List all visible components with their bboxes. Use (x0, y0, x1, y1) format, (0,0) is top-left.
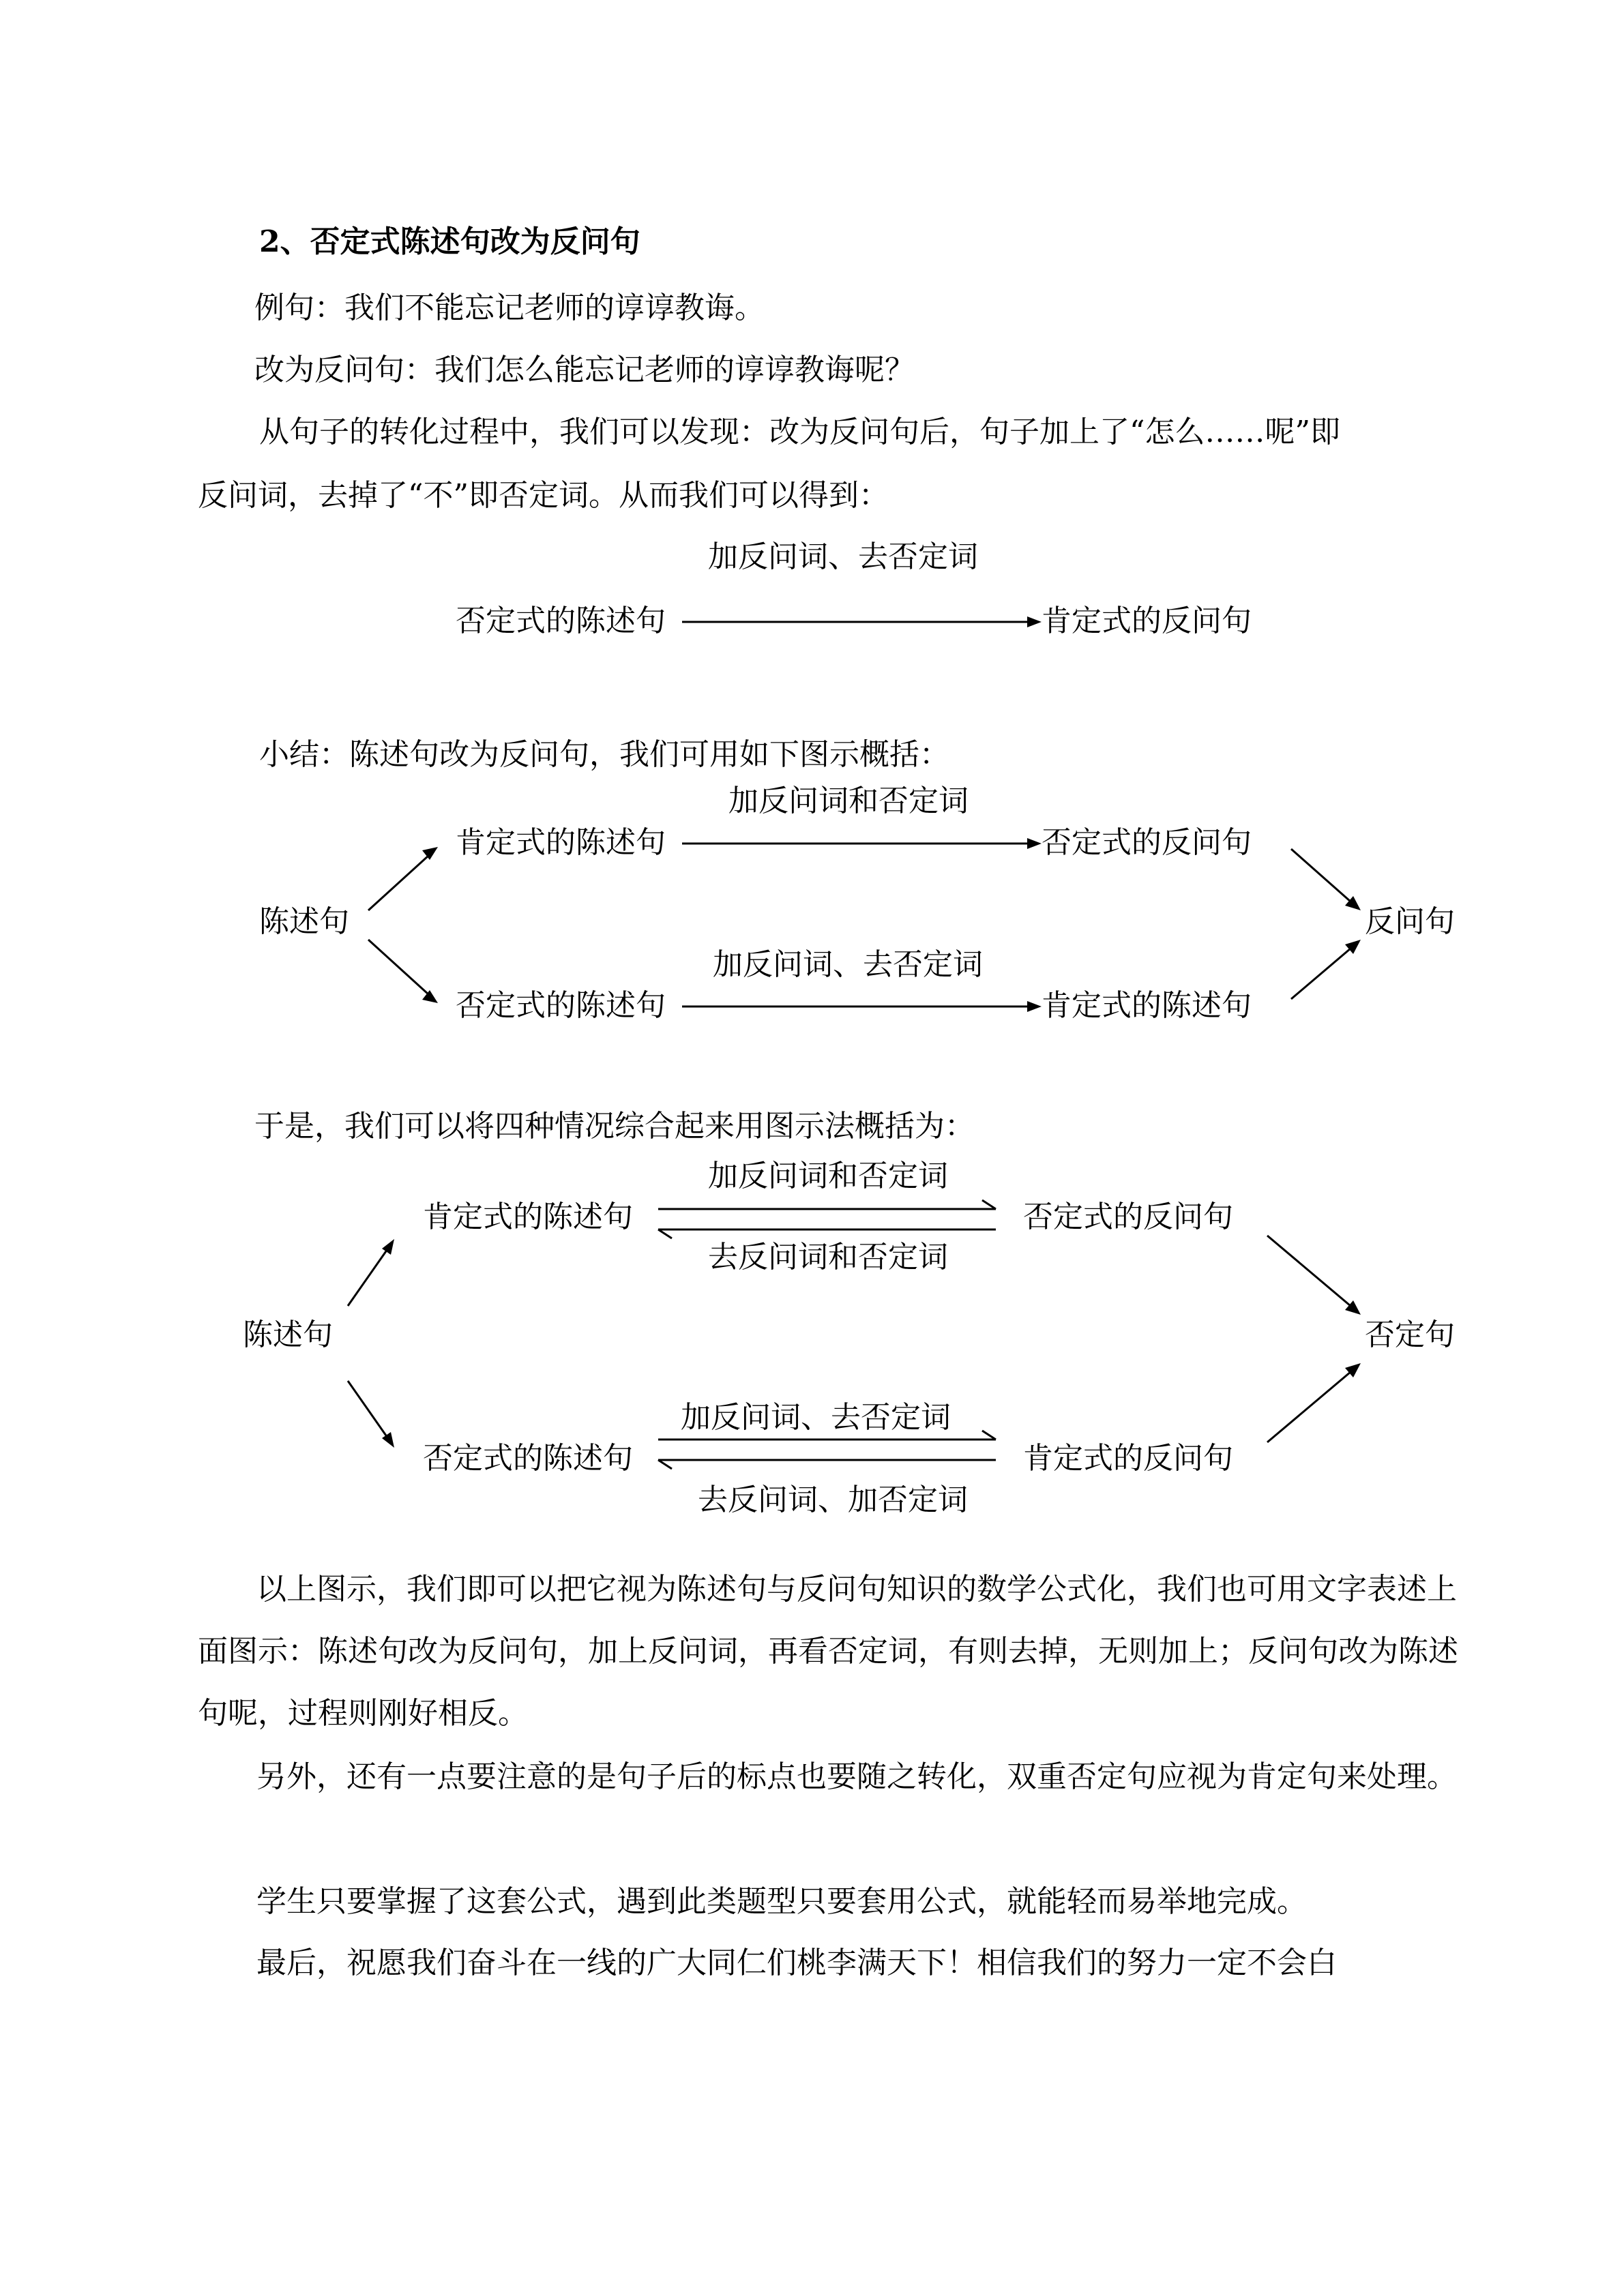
diagram2-bottom-label: 加反问词、去否定词 (713, 947, 983, 982)
example-sentence: 例句：我们不能忘记老师的谆谆教诲。 (254, 290, 765, 325)
diagram3-start: 陈述句 (243, 1317, 333, 1352)
section-title: 2、否定式陈述句改为反问句 (259, 224, 640, 259)
diagram1-arrow-label: 加反问词、去否定词 (708, 539, 978, 574)
diagram3-top-forward-label: 加反问词和否定词 (708, 1159, 948, 1193)
diagram3-end: 否定句 (1365, 1317, 1455, 1352)
diagram3-bottom-from: 否定式的陈述句 (423, 1441, 633, 1476)
diagram2-bottom-from: 否定式的陈述句 (456, 988, 666, 1023)
combined-intro: 于是，我们可以将四种情况综合起来用图示法概括为： (254, 1109, 975, 1144)
paragraph-punctuation: 另外，还有一点要注意的是句子后的标点也要随之转化，双重否定句应视为肯定句来处理。 (256, 1759, 1457, 1794)
summary-intro: 小结：陈述句改为反问句，我们可用如下图示概括： (259, 737, 949, 772)
diagram2-start: 陈述句 (259, 904, 349, 939)
diagram3-top-to: 否定式的反问句 (1023, 1199, 1233, 1234)
diagram3-bottom-backward-label: 去反问词、加否定词 (698, 1482, 968, 1517)
diagram2-end: 反问句 (1365, 904, 1455, 939)
paragraph-formula: 以上图示，我们即可以把它视为陈述句与反问句知识的数学公式化，我们也可用文字表述上面图示：陈述句改为反问句，加上反问词，再看否定词，有则去掉，无则加上；反问句改为陈述句呢，过程则刚好相反。 (198, 1572, 1458, 1731)
diagram3-top-backward-label: 去反问词和否定词 (708, 1240, 948, 1274)
diagram1-from: 否定式的陈述句 (456, 603, 666, 638)
analysis-line-2: 反问词，去掉了“不”即否定词。从而我们可以得到： (198, 478, 889, 513)
diagram3-bottom-forward-label: 加反问词、去否定词 (681, 1400, 951, 1435)
diagram2-top-label: 加反问词和否定词 (728, 784, 969, 818)
diagram3-top-from: 肯定式的陈述句 (423, 1199, 633, 1234)
diagram1-to: 肯定式的反问句 (1042, 603, 1252, 638)
diagram2-bottom-to: 肯定式的陈述句 (1042, 988, 1252, 1023)
analysis-line-1: 从句子的转化过程中，我们可以发现：改为反问句后，句子加上了“怎么……呢”即 (259, 415, 1340, 449)
paragraph-final: 最后，祝愿我们奋斗在一线的广大同仁们桃李满天下！相信我们的努力一定不会白 (256, 1945, 1337, 1980)
diagram2-top-to: 否定式的反问句 (1042, 825, 1252, 860)
paragraph-students: 学生只要掌握了这套公式，遇到此类题型只要套用公式，就能轻而易举地完成。 (256, 1884, 1307, 1919)
rewritten-sentence: 改为反问句：我们怎么能忘记老师的谆谆教诲呢？ (254, 353, 915, 387)
diagram2-top-from: 肯定式的陈述句 (456, 825, 666, 860)
diagram3-bottom-to: 肯定式的反问句 (1023, 1441, 1233, 1476)
